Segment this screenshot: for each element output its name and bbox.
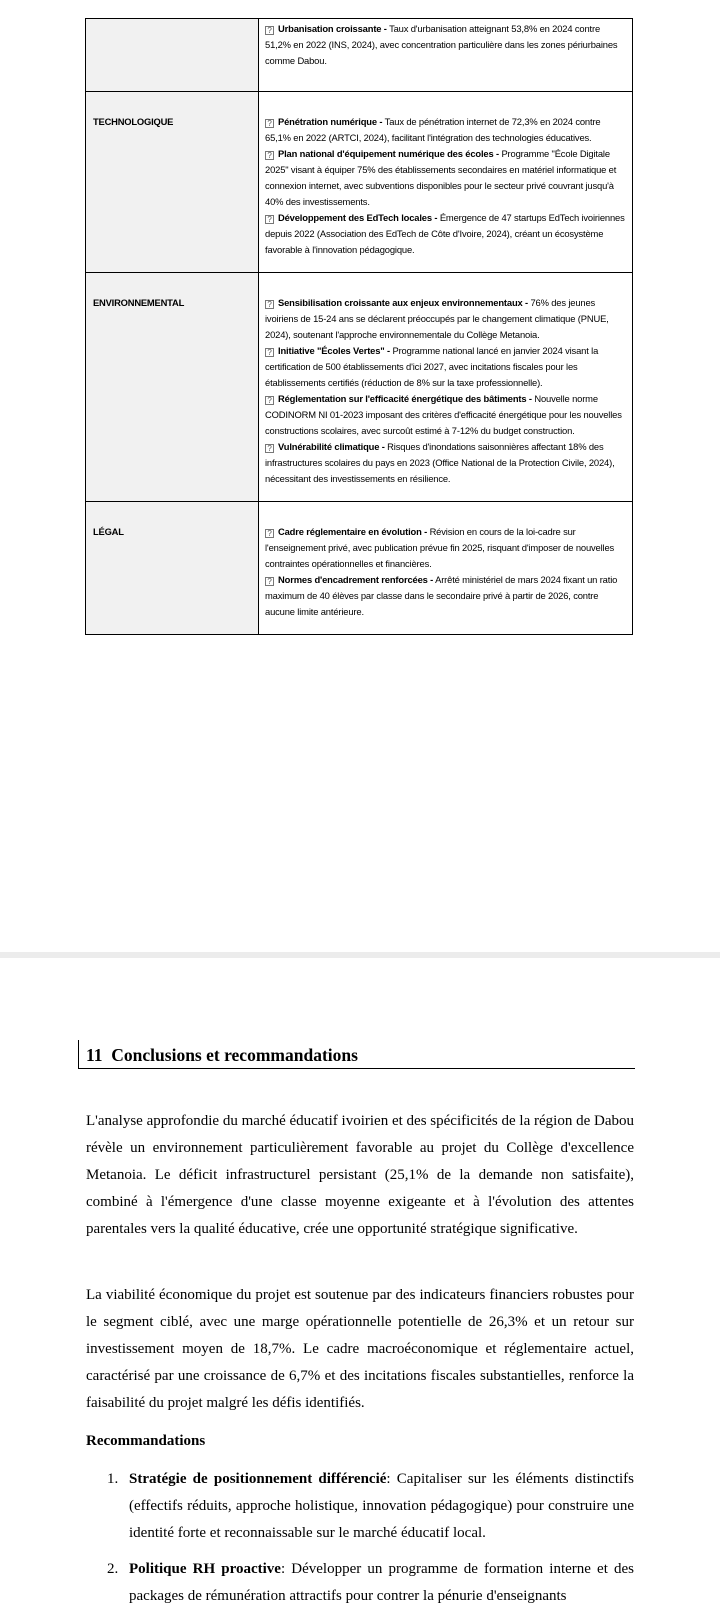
items-cell: [259, 502, 633, 635]
table-row: [86, 19, 633, 92]
item-title: Développement des EdTech locales -: [278, 212, 438, 223]
items-cell: [259, 92, 633, 273]
item-text: Taux d'urbanisation atteignant 53,8% en 2024 contre 51,2% en 2022 (INS, 2024), avec concentration particulière dans les zones périurbaines comme Dabou.: [265, 23, 618, 66]
paragraph: L'analyse approfondie du marché éducatif ivoirien et des spécificités de la région de Dabou révèle un environnement particulièrement favorable au projet du Collège d'excellence Metanoia. Le déficit infrastructurel persistant (25,1% de la demande non satisfaite), combiné à l'émergence d'une classe moyenne exigeante et à l'évolution des attentes parentales vers la qualité éducative, crée une opportunité stratégique significative.: [86, 1113, 634, 1237]
list-item: [86, 1466, 634, 1547]
item-text: Arrêté ministériel de mars 2024 fixant un ratio maximum de 40 élèves par classe dans le secondaire privé à partir de 2026, contre aucune limite antérieure.: [265, 574, 618, 617]
list-item: [265, 439, 626, 487]
item-text: 76% des jeunes ivoiriens de 15-24 ans se déclarent préoccupés par le changement climatique (PNUE, 2024), soutenant l'approche environnementale du Collège Metanoia.: [265, 297, 609, 340]
item-title: Réglementation sur l'efficacité énergétique des bâtiments -: [278, 393, 532, 404]
recommendations-list: [86, 1466, 634, 1619]
factor-cell: TECHNOLOGIQUE: [86, 92, 259, 273]
section-title: Conclusions et recommandations: [111, 1045, 358, 1065]
section-number: 11: [86, 1045, 103, 1065]
item-text: Nouvelle norme CODINORM NI 01-2023 imposant des critères d'efficacité énergétique pour les nouvelles constructions scolaires, avec surcoût estimé à 7-12% du budget construction.: [265, 393, 622, 436]
factor-cell: ENVIRONNEMENTAL: [86, 273, 259, 502]
item-title: Initiative "Écoles Vertes" -: [278, 345, 391, 356]
missing-glyph-bullet-icon: ?: [265, 577, 274, 586]
item-title: Plan national d'équipement numérique des écoles -: [278, 148, 499, 159]
item-text: Émergence de 47 startups EdTech ivoiriennes depuis 2022 (Association des EdTech de Côte d'Ivoire, 2024), créant un écosystème favorable à l'innovation pédagogique.: [265, 212, 625, 255]
table-row: [86, 502, 633, 635]
table-row: [86, 273, 633, 502]
item-number: 1.: [107, 1471, 119, 1487]
item-title: Cadre réglementaire en évolution -: [278, 526, 428, 537]
missing-glyph-bullet-icon: ?: [265, 215, 274, 224]
missing-glyph-bullet-icon: ?: [265, 151, 274, 160]
item-title: Politique RH proactive: [129, 1561, 281, 1577]
item-text: : Capitaliser sur les éléments distinctifs (effectifs réduits, approche holistique, innovation pédagogique) pour construire une identité forte et reconnaissable sur le marché éducatif local.: [129, 1471, 634, 1541]
missing-glyph-bullet-icon: ?: [265, 119, 274, 128]
section-heading: [78, 1040, 635, 1069]
missing-glyph-bullet-icon: ?: [265, 26, 274, 35]
list-item: [265, 524, 626, 572]
factor-cell: [86, 19, 259, 92]
list-item: [265, 343, 626, 391]
list-item: [86, 1556, 634, 1610]
missing-glyph-bullet-icon: ?: [265, 396, 274, 405]
pestel-table: [85, 18, 633, 635]
item-text: Taux de pénétration internet de 72,3% en 2024 contre 65,1% en 2022 (ARTCI, 2024), facilitant l'intégration des technologies éducatives.: [265, 116, 601, 143]
item-title: Stratégie de positionnement différencié: [129, 1471, 387, 1487]
list-item: [265, 21, 626, 69]
item-title: Normes d'encadrement renforcées -: [278, 574, 434, 585]
missing-glyph-bullet-icon: ?: [265, 444, 274, 453]
factor-cell: LÉGAL: [86, 502, 259, 635]
items-cell: [259, 19, 633, 92]
missing-glyph-bullet-icon: ?: [265, 300, 274, 309]
list-item: [265, 146, 626, 210]
item-number: 2.: [107, 1561, 119, 1577]
missing-glyph-bullet-icon: ?: [265, 529, 274, 538]
item-title: Urbanisation croissante -: [278, 23, 387, 34]
list-item: [265, 114, 626, 146]
section-heading-text: [86, 1045, 358, 1066]
recommendations-title: Recommandations: [86, 1433, 206, 1449]
list-item: [265, 295, 626, 343]
items-cell: [259, 273, 633, 502]
item-text: Programme "École Digitale 2025" visant à équiper 75% des établissements secondaires en matériel informatique et connexion internet, avec subventions disponibles pour le secteur privé couvrant jusqu'à 40% des investissements.: [265, 148, 617, 207]
paragraph: La viabilité économique du projet est soutenue par des indicateurs financiers robustes pour le segment ciblé, avec une marge opérationnelle potentielle de 26,3% et un retour sur investissement moyen de 18,7%. Le cadre macroéconomique et réglementaire actuel, caractérisé par une croissance de 6,7% et des incitations fiscales substantielles, renforce la faisabilité du projet malgré les défis identifiés.: [86, 1287, 634, 1411]
item-title: Vulnérabilité climatique -: [278, 441, 385, 452]
item-text: Risques d'inondations saisonnières affectant 18% des infrastructures scolaires du pays en 2023 (Office National de la Protection Civile, 2024), nécessitant des investissements en résilience.: [265, 441, 615, 484]
item-text: : Développer un programme de formation interne et des packages de rémunération attractifs pour contrer la pénurie d'enseignants: [129, 1561, 634, 1604]
missing-glyph-bullet-icon: ?: [265, 348, 274, 357]
list-item: [265, 210, 626, 258]
item-text: Révision en cours de la loi-cadre sur l'enseignement privé, avec publication prévue fin 2025, risquant d'imposer de nouvelles contraintes opérationnelles et financières.: [265, 526, 615, 569]
list-item: [265, 391, 626, 439]
table-row: [86, 92, 633, 273]
list-item: [265, 572, 626, 620]
item-text: Programme national lancé en janvier 2024 visant la certification de 500 établissements d'ici 2027, avec incitations fiscales pour les établissements certifiés (réduction de 8% sur la taxe professionnelle).: [265, 345, 599, 388]
item-title: Sensibilisation croissante aux enjeux environnementaux -: [278, 297, 529, 308]
item-title: Pénétration numérique -: [278, 116, 383, 127]
